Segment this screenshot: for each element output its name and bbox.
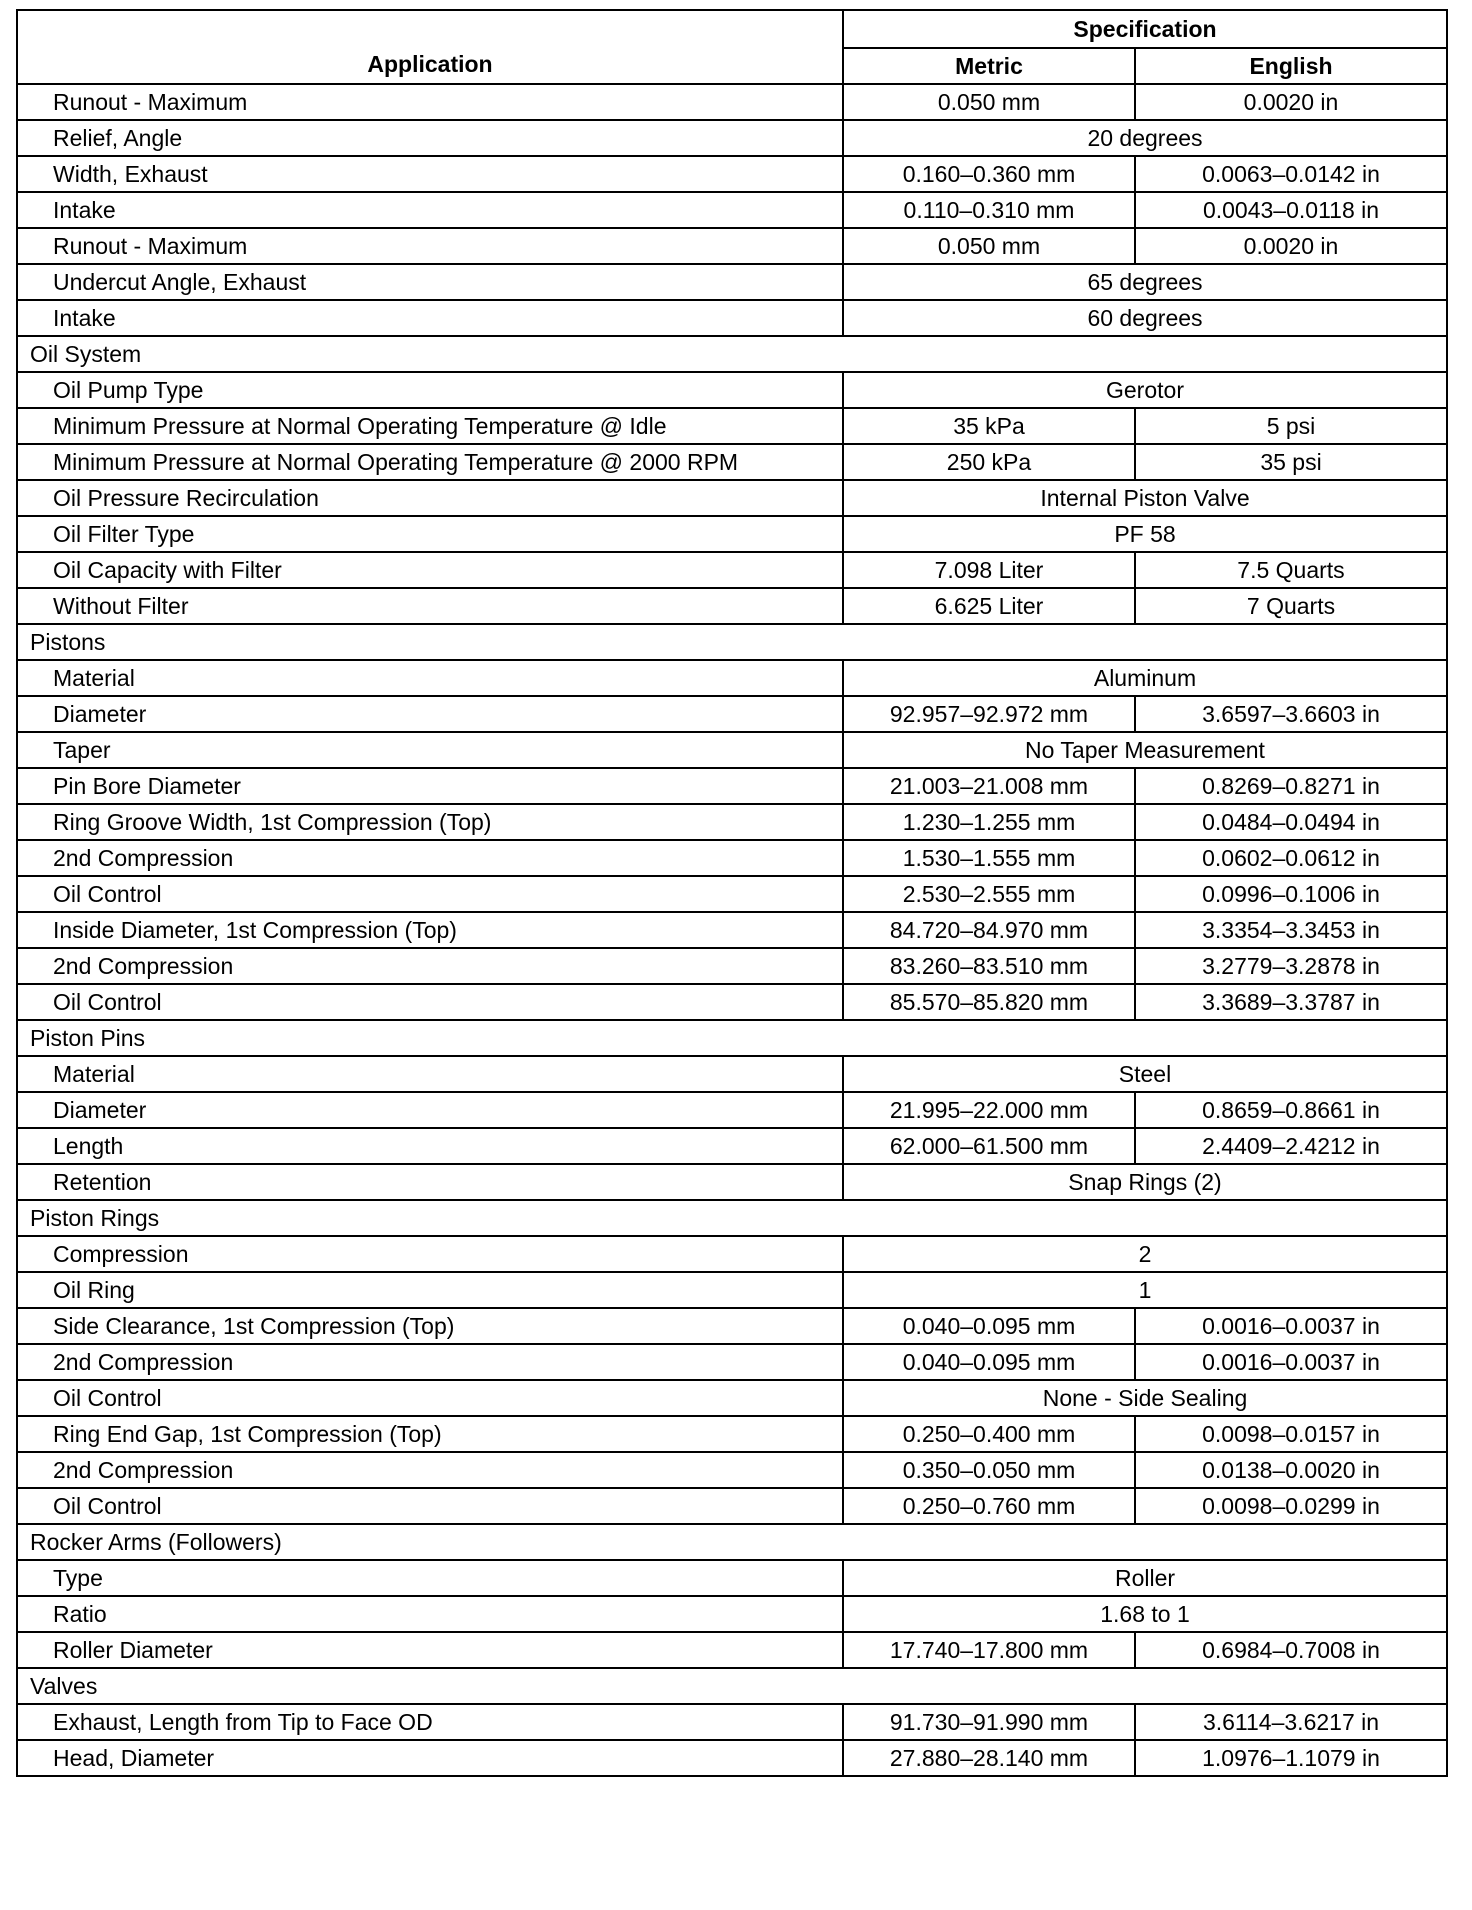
application-cell: Type: [17, 1560, 843, 1596]
spec-value-cell: 2: [843, 1236, 1447, 1272]
application-cell: Ring End Gap, 1st Compression (Top): [17, 1416, 843, 1452]
english-cell: 3.2779–3.2878 in: [1135, 948, 1447, 984]
application-cell: Without Filter: [17, 588, 843, 624]
english-cell: 0.0020 in: [1135, 84, 1447, 120]
application-cell: Taper: [17, 732, 843, 768]
spec-value-cell: 65 degrees: [843, 264, 1447, 300]
table-row: [17, 1596, 1447, 1632]
section-row: [17, 1668, 1447, 1704]
english-cell: 2.4409–2.4212 in: [1135, 1128, 1447, 1164]
english-cell: 0.0996–0.1006 in: [1135, 876, 1447, 912]
table-header: [17, 10, 1447, 84]
section-row: [17, 1200, 1447, 1236]
table-row: [17, 516, 1447, 552]
english-cell: 7.5 Quarts: [1135, 552, 1447, 588]
metric-header: Metric: [843, 48, 1135, 84]
english-cell: 7 Quarts: [1135, 588, 1447, 624]
table-row: [17, 1236, 1447, 1272]
metric-cell: 7.098 Liter: [843, 552, 1135, 588]
metric-cell: 21.003–21.008 mm: [843, 768, 1135, 804]
metric-cell: 6.625 Liter: [843, 588, 1135, 624]
specification-header: Specification: [843, 10, 1447, 48]
section-row: [17, 624, 1447, 660]
application-cell: Runout - Maximum: [17, 84, 843, 120]
application-cell: Length: [17, 1128, 843, 1164]
table-row: [17, 480, 1447, 516]
section-title: Piston Rings: [17, 1200, 1447, 1236]
application-cell: Oil Ring: [17, 1272, 843, 1308]
table-row: [17, 1704, 1447, 1740]
application-cell: Material: [17, 1056, 843, 1092]
spec-value-cell: Aluminum: [843, 660, 1447, 696]
section-title: Pistons: [17, 624, 1447, 660]
table-row: [17, 84, 1447, 120]
section-title: Valves: [17, 1668, 1447, 1704]
metric-cell: 35 kPa: [843, 408, 1135, 444]
metric-cell: 0.050 mm: [843, 228, 1135, 264]
specification-table: [16, 9, 1448, 1777]
metric-cell: 0.250–0.760 mm: [843, 1488, 1135, 1524]
spec-value-cell: Gerotor: [843, 372, 1447, 408]
application-cell: Minimum Pressure at Normal Operating Temperature @ 2000 RPM: [17, 444, 843, 480]
table-row: [17, 984, 1447, 1020]
spec-value-cell: Snap Rings (2): [843, 1164, 1447, 1200]
spec-value-cell: 20 degrees: [843, 120, 1447, 156]
spec-value-cell: 1: [843, 1272, 1447, 1308]
table-row: [17, 660, 1447, 696]
table-body: [17, 84, 1447, 1776]
table-row: [17, 732, 1447, 768]
metric-cell: 0.050 mm: [843, 84, 1135, 120]
spec-value-cell: No Taper Measurement: [843, 732, 1447, 768]
english-cell: 0.0043–0.0118 in: [1135, 192, 1447, 228]
application-cell: Head, Diameter: [17, 1740, 843, 1776]
table-row: [17, 1416, 1447, 1452]
table-row: [17, 1128, 1447, 1164]
application-cell: Oil Control: [17, 1488, 843, 1524]
table-row: [17, 444, 1447, 480]
metric-cell: 0.110–0.310 mm: [843, 192, 1135, 228]
application-cell: Pin Bore Diameter: [17, 768, 843, 804]
metric-cell: 0.250–0.400 mm: [843, 1416, 1135, 1452]
table-row: [17, 1632, 1447, 1668]
table-row: [17, 300, 1447, 336]
table-row: [17, 552, 1447, 588]
english-cell: 0.0098–0.0157 in: [1135, 1416, 1447, 1452]
metric-cell: 27.880–28.140 mm: [843, 1740, 1135, 1776]
metric-cell: 85.570–85.820 mm: [843, 984, 1135, 1020]
section-row: [17, 1020, 1447, 1056]
application-cell: Ring Groove Width, 1st Compression (Top): [17, 804, 843, 840]
table-row: [17, 1380, 1447, 1416]
application-cell: Minimum Pressure at Normal Operating Temperature @ Idle: [17, 408, 843, 444]
application-cell: Oil Control: [17, 1380, 843, 1416]
section-title: Rocker Arms (Followers): [17, 1524, 1447, 1560]
application-cell: Side Clearance, 1st Compression (Top): [17, 1308, 843, 1344]
english-cell: 0.0138–0.0020 in: [1135, 1452, 1447, 1488]
english-cell: 0.0098–0.0299 in: [1135, 1488, 1447, 1524]
application-cell: 2nd Compression: [17, 840, 843, 876]
application-cell: 2nd Compression: [17, 1452, 843, 1488]
application-cell: Oil Control: [17, 984, 843, 1020]
table-row: [17, 408, 1447, 444]
spec-value-cell: PF 58: [843, 516, 1447, 552]
table-row: [17, 1344, 1447, 1380]
table-row: [17, 1308, 1447, 1344]
spec-value-cell: Internal Piston Valve: [843, 480, 1447, 516]
english-header: English: [1135, 48, 1447, 84]
application-cell: Roller Diameter: [17, 1632, 843, 1668]
application-cell: 2nd Compression: [17, 1344, 843, 1380]
table-row: [17, 156, 1447, 192]
section-row: [17, 1524, 1447, 1560]
english-cell: 0.0016–0.0037 in: [1135, 1308, 1447, 1344]
application-cell: Material: [17, 660, 843, 696]
application-cell: Oil Pump Type: [17, 372, 843, 408]
header-row: [17, 10, 1447, 48]
table-row: [17, 876, 1447, 912]
english-cell: 0.0016–0.0037 in: [1135, 1344, 1447, 1380]
table-row: [17, 804, 1447, 840]
spec-value-cell: Steel: [843, 1056, 1447, 1092]
application-cell: Intake: [17, 192, 843, 228]
application-cell: Oil Filter Type: [17, 516, 843, 552]
table-row: [17, 264, 1447, 300]
table-row: [17, 1560, 1447, 1596]
english-cell: 1.0976–1.1079 in: [1135, 1740, 1447, 1776]
table-row: [17, 588, 1447, 624]
metric-cell: 17.740–17.800 mm: [843, 1632, 1135, 1668]
application-cell: Oil Control: [17, 876, 843, 912]
spec-value-cell: Roller: [843, 1560, 1447, 1596]
section-title: Piston Pins: [17, 1020, 1447, 1056]
english-cell: 0.0484–0.0494 in: [1135, 804, 1447, 840]
english-cell: 3.3689–3.3787 in: [1135, 984, 1447, 1020]
metric-cell: 83.260–83.510 mm: [843, 948, 1135, 984]
table-row: [17, 228, 1447, 264]
application-cell: Inside Diameter, 1st Compression (Top): [17, 912, 843, 948]
metric-cell: 84.720–84.970 mm: [843, 912, 1135, 948]
table-row: [17, 912, 1447, 948]
table-row: [17, 192, 1447, 228]
section-row: [17, 336, 1447, 372]
english-cell: 35 psi: [1135, 444, 1447, 480]
metric-cell: 0.350–0.050 mm: [843, 1452, 1135, 1488]
metric-cell: 0.160–0.360 mm: [843, 156, 1135, 192]
metric-cell: 1.530–1.555 mm: [843, 840, 1135, 876]
application-cell: Width, Exhaust: [17, 156, 843, 192]
application-cell: Undercut Angle, Exhaust: [17, 264, 843, 300]
table-row: [17, 1488, 1447, 1524]
metric-cell: 0.040–0.095 mm: [843, 1308, 1135, 1344]
application-cell: Retention: [17, 1164, 843, 1200]
english-cell: 0.0063–0.0142 in: [1135, 156, 1447, 192]
application-cell: Runout - Maximum: [17, 228, 843, 264]
table-row: [17, 768, 1447, 804]
application-cell: Relief, Angle: [17, 120, 843, 156]
table-row: [17, 948, 1447, 984]
table-row: [17, 696, 1447, 732]
metric-cell: 2.530–2.555 mm: [843, 876, 1135, 912]
application-cell: Compression: [17, 1236, 843, 1272]
application-cell: Oil Pressure Recirculation: [17, 480, 843, 516]
english-cell: 0.0020 in: [1135, 228, 1447, 264]
metric-cell: 250 kPa: [843, 444, 1135, 480]
application-cell: Oil Capacity with Filter: [17, 552, 843, 588]
metric-cell: 91.730–91.990 mm: [843, 1704, 1135, 1740]
metric-cell: 62.000–61.500 mm: [843, 1128, 1135, 1164]
english-cell: 3.6114–3.6217 in: [1135, 1704, 1447, 1740]
spec-value-cell: 60 degrees: [843, 300, 1447, 336]
application-cell: Exhaust, Length from Tip to Face OD: [17, 1704, 843, 1740]
application-cell: Diameter: [17, 696, 843, 732]
application-cell: Intake: [17, 300, 843, 336]
table-row: [17, 1452, 1447, 1488]
table-row: [17, 1272, 1447, 1308]
metric-cell: 0.040–0.095 mm: [843, 1344, 1135, 1380]
english-cell: 0.8269–0.8271 in: [1135, 768, 1447, 804]
english-cell: 0.0602–0.0612 in: [1135, 840, 1447, 876]
application-header: Application: [17, 10, 843, 84]
english-cell: 3.6597–3.6603 in: [1135, 696, 1447, 732]
table-row: [17, 1092, 1447, 1128]
table-row: [17, 1164, 1447, 1200]
table-row: [17, 840, 1447, 876]
metric-cell: 92.957–92.972 mm: [843, 696, 1135, 732]
metric-cell: 21.995–22.000 mm: [843, 1092, 1135, 1128]
spec-value-cell: 1.68 to 1: [843, 1596, 1447, 1632]
metric-cell: 1.230–1.255 mm: [843, 804, 1135, 840]
table-row: [17, 1740, 1447, 1776]
english-cell: 0.8659–0.8661 in: [1135, 1092, 1447, 1128]
application-cell: 2nd Compression: [17, 948, 843, 984]
spec-value-cell: None - Side Sealing: [843, 1380, 1447, 1416]
english-cell: 3.3354–3.3453 in: [1135, 912, 1447, 948]
table-row: [17, 372, 1447, 408]
application-cell: Diameter: [17, 1092, 843, 1128]
section-title: Oil System: [17, 336, 1447, 372]
application-cell: Ratio: [17, 1596, 843, 1632]
english-cell: 0.6984–0.7008 in: [1135, 1632, 1447, 1668]
table-row: [17, 1056, 1447, 1092]
english-cell: 5 psi: [1135, 408, 1447, 444]
table-row: [17, 120, 1447, 156]
